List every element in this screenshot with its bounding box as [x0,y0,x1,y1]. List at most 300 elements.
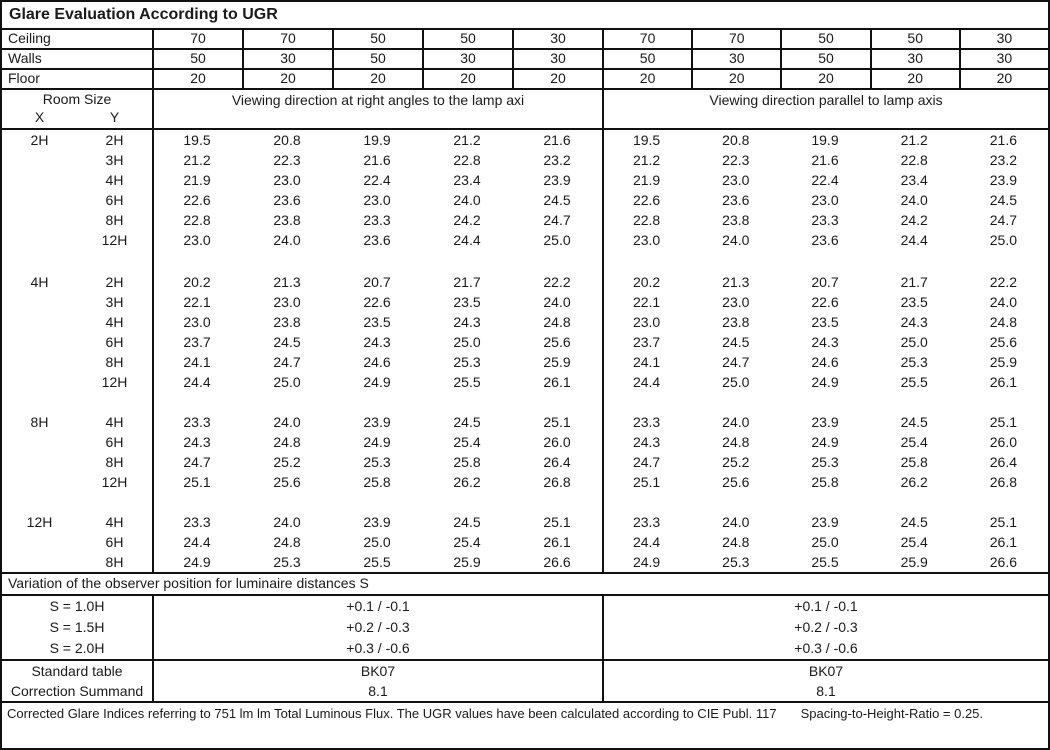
ugr-row [2,412,1048,432]
surface-value: 20 [870,70,959,88]
ugr-value: 23.0 [363,192,391,208]
ugr-value: 23.9 [811,414,839,430]
room-y-value: 8H [105,212,124,228]
ugr-row [2,372,1048,392]
ugr-value: 24.1 [632,354,661,370]
ugr-value: 22.8 [453,152,481,168]
ugr-value: 25.2 [722,454,750,470]
room-y-value: 6H [105,534,124,550]
variation-value: +0.2 / -0.3 [602,617,1048,638]
ugr-value: 24.6 [811,354,839,370]
ugr-value: 24.0 [273,232,301,248]
x-column-label: X [34,109,45,125]
room-y-value: 8H [105,454,124,470]
ugr-value: 21.6 [989,132,1018,148]
ugr-value: 24.1 [183,354,211,370]
ugr-value: 24.0 [273,514,301,530]
surface-row [2,30,1048,50]
surface-value: 20 [242,70,332,88]
ugr-value: 24.7 [273,354,301,370]
ugr-value: 25.4 [453,534,481,550]
ugr-value: 21.7 [453,274,481,290]
room-x-value [2,552,77,572]
ugr-value: 24.4 [632,534,661,550]
room-y-value: 4H [105,172,124,188]
ugr-value: 23.8 [273,212,301,228]
ugr-value: 24.7 [989,212,1018,228]
room-x-value [2,150,77,170]
ugr-value: 24.7 [183,454,211,470]
ugr-value: 26.2 [453,474,481,490]
ugr-value: 23.0 [273,294,301,310]
summary-value: 8.1 [152,681,602,701]
ugr-row [2,452,1048,472]
ugr-value: 23.0 [273,172,301,188]
ugr-value: 22.3 [273,152,301,168]
surface-label: Ceiling [8,30,51,46]
ugr-value: 24.5 [900,514,928,530]
ugr-value: 20.7 [811,274,839,290]
ugr-value: 26.6 [543,554,571,570]
block-gap [2,250,1048,272]
ugr-value: 23.6 [273,192,301,208]
ugr-value: 23.8 [273,314,301,330]
viewing-direction-right-angles-header: Viewing direction at right angles to the lamp axi [152,90,602,128]
ugr-value: 21.2 [183,152,211,168]
ugr-value: 24.3 [900,314,928,330]
ugr-value: 23.8 [722,212,750,228]
ugr-value: 23.4 [900,172,928,188]
ugr-value: 22.6 [363,294,391,310]
variation-value: +0.3 / -0.6 [152,638,602,659]
ugr-value: 20.8 [273,132,301,148]
ugr-value: 25.2 [273,454,301,470]
surface-value: 70 [152,30,242,48]
page-title: Glare Evaluation According to UGR [2,2,1048,30]
ugr-value: 22.4 [363,172,391,188]
surface-reflectance-section [2,30,1048,90]
ugr-row [2,130,1048,150]
surface-value: 20 [780,70,869,88]
ugr-value: 22.6 [811,294,839,310]
ugr-value: 25.8 [811,474,839,490]
ugr-value: 24.8 [273,434,301,450]
ugr-row [2,312,1048,332]
ugr-value: 25.3 [363,454,391,470]
ugr-value: 26.0 [989,434,1018,450]
surface-value: 50 [152,50,242,68]
ugr-value: 24.6 [363,354,391,370]
ugr-value: 23.0 [811,192,839,208]
ugr-value: 21.6 [543,132,571,148]
ugr-value: 24.4 [453,232,481,248]
surface-value: 30 [422,50,512,68]
ugr-value: 24.4 [183,374,211,390]
ugr-value: 21.2 [900,132,928,148]
ugr-value: 26.4 [989,454,1018,470]
surface-value: 30 [959,50,1048,68]
room-y-value: 6H [105,192,124,208]
summary-value: BK07 [602,661,1048,681]
room-x-value: 8H [30,414,49,430]
ugr-value: 25.5 [453,374,481,390]
ugr-value: 26.1 [989,534,1018,550]
room-x-value [2,352,77,372]
room-x-value [2,472,77,492]
surface-value: 20 [152,70,242,88]
surface-value: 70 [691,30,780,48]
ugr-value: 24.8 [722,434,750,450]
ugr-value: 24.4 [183,534,211,550]
ugr-value: 22.8 [632,212,661,228]
ugr-value: 24.8 [543,314,571,330]
ugr-row [2,512,1048,532]
ugr-value: 21.9 [632,172,661,188]
ugr-value: 21.7 [900,274,928,290]
ugr-value: 20.2 [183,274,211,290]
ugr-value: 26.6 [989,554,1018,570]
ugr-value: 25.4 [900,434,928,450]
ugr-value: 25.9 [900,554,928,570]
variation-value: +0.1 / -0.1 [602,596,1048,617]
ugr-value: 23.6 [363,232,391,248]
viewing-direction-parallel-header: Viewing direction parallel to lamp axis [602,90,1048,128]
room-x-value: 12H [26,514,53,530]
surface-value: 30 [242,50,332,68]
ugr-row [2,210,1048,230]
surface-value: 70 [242,30,332,48]
ugr-row [2,230,1048,250]
room-x-value [2,452,77,472]
ugr-value: 25.1 [543,414,571,430]
ugr-value: 25.1 [543,514,571,530]
ugr-value: 25.3 [722,554,750,570]
surface-value: 20 [512,70,602,88]
room-y-value: 3H [105,152,124,168]
ugr-value: 23.3 [632,514,661,530]
footer-note [2,703,1048,748]
ugr-row [2,170,1048,190]
block-gap [2,392,1048,412]
summary-label: Correction Summand [10,683,144,699]
ugr-value: 23.9 [543,172,571,188]
room-x-value [2,230,77,250]
ugr-value: 23.0 [632,232,661,248]
surface-value: 50 [422,30,512,48]
ugr-value: 24.2 [453,212,481,228]
ugr-value: 25.0 [722,374,750,390]
ugr-value: 24.7 [722,354,750,370]
ugr-value: 21.9 [183,172,211,188]
ugr-value: 23.5 [363,314,391,330]
ugr-value: 24.0 [543,294,571,310]
ugr-value: 24.2 [900,212,928,228]
room-x-value [2,190,77,210]
ugr-value: 19.5 [632,132,661,148]
column-header-row [2,90,1048,130]
observer-variation-row [2,596,1048,617]
ugr-value: 23.0 [722,294,750,310]
ugr-value: 23.3 [632,414,661,430]
ugr-value: 26.1 [989,374,1018,390]
summary-value: BK07 [152,661,602,681]
ugr-value: 23.0 [632,314,661,330]
room-y-value: 6H [105,334,124,350]
observer-variation-row [2,617,1048,638]
surface-value: 30 [691,50,780,68]
ugr-value: 19.9 [363,132,391,148]
ugr-value: 24.5 [900,414,928,430]
ugr-value: 24.5 [453,414,481,430]
surface-value: 70 [602,30,691,48]
ugr-value: 23.3 [363,212,391,228]
ugr-value: 22.6 [632,192,661,208]
surface-value: 50 [332,50,422,68]
ugr-value: 25.9 [453,554,481,570]
surface-value: 30 [870,50,959,68]
ugr-value: 24.5 [453,514,481,530]
ugr-value: 23.3 [811,212,839,228]
ugr-value: 25.4 [453,434,481,450]
room-size-header [2,90,152,128]
ugr-value: 25.5 [363,554,391,570]
variation-value: +0.1 / -0.1 [152,596,602,617]
ugr-value: 24.9 [811,374,839,390]
room-x-value [2,332,77,352]
ugr-value: 21.3 [273,274,301,290]
ugr-value: 24.5 [543,192,571,208]
ugr-value: 22.3 [722,152,750,168]
ugr-value: 22.8 [900,152,928,168]
ugr-value: 25.4 [900,534,928,550]
ugr-value: 24.9 [363,434,391,450]
ugr-value: 24.3 [453,314,481,330]
ugr-row [2,552,1048,572]
ugr-value: 24.0 [900,192,928,208]
ugr-value: 23.6 [722,192,750,208]
ugr-row [2,292,1048,312]
ugr-row [2,150,1048,170]
ugr-value: 25.0 [453,334,481,350]
ugr-value: 24.3 [183,434,211,450]
surface-value: 30 [959,30,1048,48]
ugr-value: 21.6 [363,152,391,168]
ugr-value: 25.0 [543,232,571,248]
room-size-label: Room Size [42,91,112,107]
ugr-value: 21.2 [632,152,661,168]
summary-row [2,681,1048,701]
s-distance-label: S = 1.0H [49,598,105,614]
surface-value: 50 [332,30,422,48]
room-x-value: 4H [30,274,49,290]
summary-section [2,661,1048,703]
ugr-row [2,352,1048,372]
surface-value: 20 [332,70,422,88]
footer-text: Corrected Glare Indices referring to 751 lm lm Total Luminous Flux. The UGR values have been calculated according to CIE Publ. 117 [7,706,777,721]
ugr-value: 25.0 [273,374,301,390]
xy-labels [2,108,152,126]
ugr-value: 24.9 [811,434,839,450]
ugr-value: 24.9 [363,374,391,390]
ugr-row [2,272,1048,292]
ugr-value: 22.1 [632,294,661,310]
surface-value: 20 [602,70,691,88]
s-distance-label: S = 2.0H [49,640,105,656]
ugr-value: 26.8 [989,474,1018,490]
ugr-value: 23.2 [989,152,1018,168]
ugr-value: 24.7 [632,454,661,470]
room-y-value: 4H [105,414,124,430]
surface-value: 20 [691,70,780,88]
ugr-value: 24.4 [632,374,661,390]
ugr-value: 25.8 [363,474,391,490]
room-x-value: 2H [30,132,49,148]
ugr-value: 24.3 [363,334,391,350]
ugr-value: 20.7 [363,274,391,290]
block-gap [2,492,1048,512]
room-x-value [2,312,77,332]
ugr-value: 22.1 [183,294,211,310]
room-x-value [2,170,77,190]
surface-value: 50 [870,30,959,48]
ugr-value: 25.1 [183,474,211,490]
summary-value: 8.1 [602,681,1048,701]
ugr-value: 23.0 [183,232,211,248]
ugr-value: 24.0 [722,514,750,530]
ugr-value: 25.5 [811,554,839,570]
ugr-value: 25.3 [900,354,928,370]
ugr-value: 26.4 [543,454,571,470]
ugr-value: 24.8 [989,314,1018,330]
room-y-value: 6H [105,434,124,450]
ugr-value: 23.8 [722,314,750,330]
ugr-value: 24.5 [722,334,750,350]
ugr-value: 25.8 [453,454,481,470]
ugr-value: 23.9 [363,514,391,530]
ugr-value: 25.9 [989,354,1018,370]
ugr-row [2,432,1048,452]
ugr-value: 21.6 [811,152,839,168]
variation-heading: Variation of the observer position for luminaire distances S [2,572,1048,596]
ugr-value: 24.5 [273,334,301,350]
ugr-value: 23.2 [543,152,571,168]
ugr-value: 22.6 [183,192,211,208]
ugr-value: 19.5 [183,132,211,148]
ugr-value: 26.1 [543,374,571,390]
ugr-value: 23.0 [722,172,750,188]
ugr-row [2,332,1048,352]
ugr-value: 24.3 [811,334,839,350]
observer-variation-section [2,596,1048,661]
y-column-label: Y [109,109,120,125]
ugr-value: 23.3 [183,414,211,430]
ugr-value: 26.0 [543,434,571,450]
room-x-value [2,372,77,392]
surface-label: Walls [8,50,42,66]
ugr-value: 25.1 [632,474,661,490]
ugr-values-area [2,130,1048,572]
ugr-value: 20.2 [632,274,661,290]
ugr-value: 24.0 [722,232,750,248]
ugr-value: 24.8 [722,534,750,550]
ugr-value: 24.0 [722,414,750,430]
room-y-value: 4H [105,314,124,330]
room-y-value: 12H [101,232,128,248]
ugr-value: 25.3 [811,454,839,470]
surface-value: 50 [780,50,869,68]
variation-value: +0.3 / -0.6 [602,638,1048,659]
ugr-value: 20.8 [722,132,750,148]
room-x-value [2,532,77,552]
ugr-value: 23.9 [989,172,1018,188]
ugr-value: 23.0 [183,314,211,330]
ugr-value: 24.8 [273,534,301,550]
ugr-value: 25.6 [273,474,301,490]
observer-variation-row [2,638,1048,659]
ugr-value: 25.1 [989,414,1018,430]
room-y-value: 8H [105,354,124,370]
room-y-value: 3H [105,294,124,310]
ugr-value: 24.5 [989,192,1018,208]
ugr-value: 25.6 [543,334,571,350]
ugr-value: 24.0 [989,294,1018,310]
ugr-value: 23.4 [453,172,481,188]
ugr-value: 25.0 [363,534,391,550]
ugr-value: 21.2 [453,132,481,148]
ugr-value: 22.2 [543,274,571,290]
surface-value: 50 [602,50,691,68]
surface-row [2,70,1048,90]
summary-row [2,661,1048,681]
ugr-value: 23.9 [811,514,839,530]
ugr-value: 25.6 [722,474,750,490]
ugr-value: 23.9 [363,414,391,430]
room-x-value [2,292,77,312]
ugr-value: 23.7 [632,334,661,350]
ugr-row [2,532,1048,552]
ugr-value: 24.3 [632,434,661,450]
ugr-value: 25.8 [900,454,928,470]
surface-value: 30 [512,50,602,68]
ugr-value: 24.9 [183,554,211,570]
ugr-value: 24.9 [632,554,661,570]
ugr-value: 23.5 [811,314,839,330]
surface-label: Floor [8,70,40,86]
ugr-value: 25.0 [989,232,1018,248]
room-y-value: 8H [105,554,124,570]
surface-value: 20 [959,70,1048,88]
spacing-ratio: Spacing-to-Height-Ratio = 0.25. [800,706,984,721]
ugr-value: 25.6 [989,334,1018,350]
ugr-value: 23.3 [183,514,211,530]
ugr-value: 24.0 [273,414,301,430]
ugr-value: 25.9 [543,354,571,370]
variation-value: +0.2 / -0.3 [152,617,602,638]
ugr-value: 22.2 [989,274,1018,290]
room-y-value: 12H [101,474,128,490]
ugr-value: 23.5 [453,294,481,310]
ugr-value: 23.5 [900,294,928,310]
ugr-value: 21.3 [722,274,750,290]
surface-value: 50 [780,30,869,48]
ugr-value: 25.3 [453,354,481,370]
ugr-value: 23.6 [811,232,839,248]
s-distance-label: S = 1.5H [49,619,105,635]
ugr-value: 22.8 [183,212,211,228]
room-x-value [2,432,77,452]
surface-value: 20 [422,70,512,88]
room-y-value: 4H [105,514,124,530]
